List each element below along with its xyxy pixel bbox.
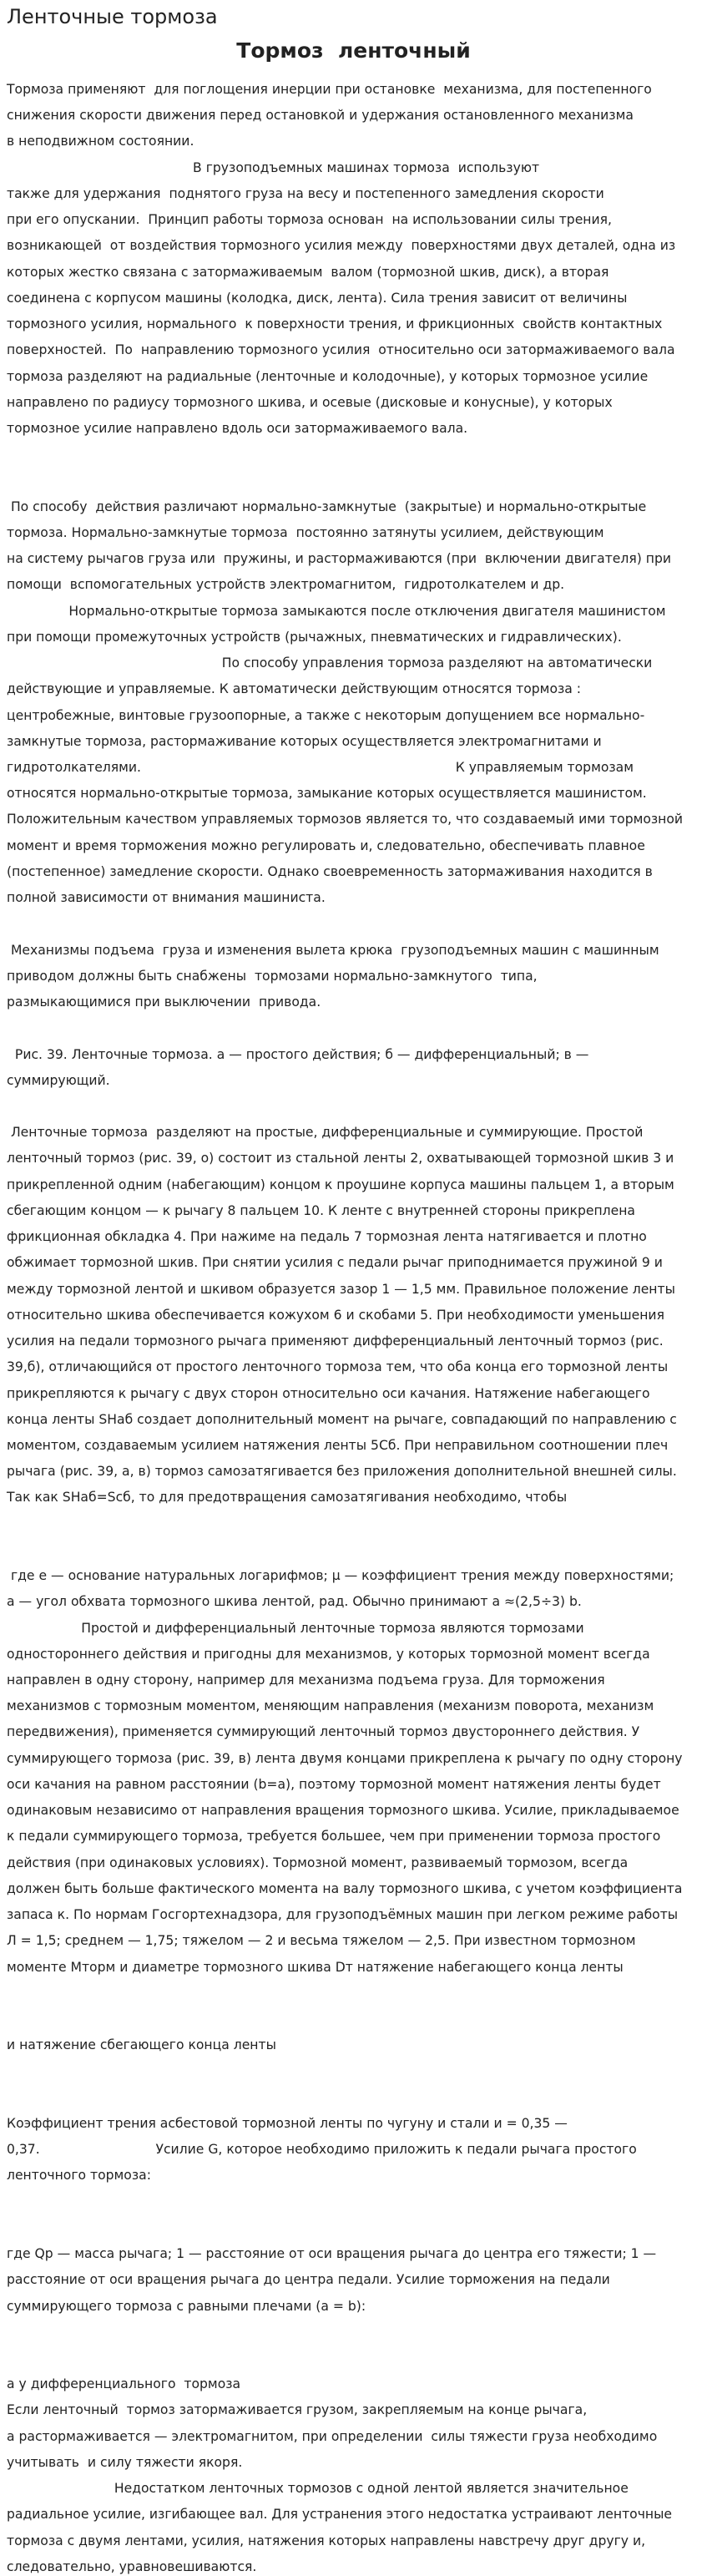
text-line: полной зависимости от внимания машиниста. (7, 890, 326, 906)
text-line: при помощи промежуточных устройств (рычажных, пневматических и гидравлических). (7, 629, 622, 645)
text-line: тормоза. Нормально-замкнутые тормоза постоянно затянуты усилием, действующим (7, 524, 604, 540)
text-line: соединена с корпусом машины (колодка, диск, лента). Сила трения зависит от величины (7, 290, 628, 306)
text-line: Коэффициент трения асбестовой тормозной ленты по чугуну и стали и = 0,35 — (7, 2115, 568, 2131)
text-line: суммирующий. (7, 1072, 110, 1088)
text-line: где Qp — масса рычага; 1 — расстояние от оси вращения рычага до центра его тяжести; 1 — (7, 2246, 657, 2262)
text-line: сбегающим концом — к рычагу 8 пальцем 10. К ленте с внутренней стороны прикреплена (7, 1202, 635, 1218)
text-line: суммирующего тормоза с равными плечами (а = b): (7, 2298, 366, 2314)
text-line: 39,б), отличающийся от простого ленточного тормоза тем, что оба конца его тормозной ленты (7, 1359, 669, 1375)
text-line: Если ленточный тормоз затормаживается грузом, закрепляемым на конце рычага, (7, 2402, 588, 2418)
text-line: относительно шкива обеспечивается кожухом 6 и скобами 5. При необходимости уменьшения (7, 1307, 664, 1323)
text-line: моменте Мторм и диаметре тормозного шкива Dт натяжение набегающего конца ленты (7, 1959, 624, 1975)
text-line: направлен в одну сторону, например для механизма подъема груза. Для торможения (7, 1673, 605, 1688)
text-line: где е — основание натуральных логарифмов; μ — коэффициент трения между поверхностями; (7, 1568, 674, 1584)
text-line: тормозного усилия, нормального к поверхности трения, и фрикционных свойств контактных (7, 316, 663, 332)
text-line: 0,37. Усилие G, которое необходимо приложить к педали рычага простого (7, 2142, 637, 2158)
text-line: к педали суммирующего тормоза, требуется большее, чем при применении тормоза простого (7, 1829, 661, 1845)
text-line: усилия на педали тормозного рычага применяют дифференциальный ленточный тормоз (рис. (7, 1334, 664, 1349)
text-line: тормозное усилие направлено вдоль оси затормаживаемого вала. (7, 420, 468, 436)
text-line: которых жестко связана с затормаживаемым валом (тормозной шкив, диск), а вторая (7, 264, 609, 280)
text-line: ленточный тормоз (рис. 39, о) состоит из стальной ленты 2, охватывающей тормозной шкив 3 и (7, 1151, 674, 1167)
text-line: между тормозной лентой и шкивом образуется зазор 1 — 1,5 мм. Правильное положение ленты (7, 1281, 675, 1297)
text-line: следовательно, уравновешиваются. (7, 2558, 257, 2574)
text-line: Механизмы подъема груза и изменения вылета крюка грузоподъемных машин с машинным (7, 942, 659, 958)
text-line: при его опускании. Принцип работы тормоза основан на использовании силы трения, (7, 212, 612, 228)
text-line: должен быть больше фактического момента на валу тормозного шкива, с учетом коэффициента (7, 1880, 683, 1896)
text-line: учитывать и силу тяжести якоря. (7, 2454, 243, 2470)
text-line: центробежные, винтовые грузоопорные, а также с некоторым допущением все нормально- (7, 707, 645, 723)
text-line: тормоза разделяют на радиальные (ленточные и колодочные), у которых тормозное усилие (7, 368, 649, 384)
text-line: Рис. 39. Ленточные тормоза. а — простого действия; б — дифференциальный; в — (7, 1046, 589, 1062)
text-line: рычага (рис. 39, а, в) тормоз самозатягивается без приложения дополнительной внешней силы. (7, 1464, 677, 1480)
text-line: одинаковым независимо от направления вращения тормозного шкива. Усилие, прикладываемое (7, 1803, 679, 1819)
text-line: Тормоза применяют для поглощения инерции при остановке механизма, для постепенного (7, 82, 652, 97)
text-line: запаса к. По нормам Госгортехнадзора, для грузоподъёмных машин при легком режиме работы (7, 1907, 679, 1923)
text-line: Недостатком ленточных тормозов с одной лентой является значительное (7, 2481, 629, 2497)
text-line: ленточного тормоза: (7, 2168, 151, 2184)
text-line: Ленточные тормоза разделяют на простые, дифференциальные и суммирующие. Простой (7, 1125, 644, 1141)
text-line: прикрепленной одним (набегающим) концом к проушине корпуса машины пальцем 1, а вторым (7, 1177, 674, 1192)
text-line: Простой и дифференциальный ленточные тормоза являются тормозами (7, 1620, 584, 1636)
text-line: одностороннего действия и пригодны для механизмов, у которых тормозной момент всегда (7, 1646, 650, 1662)
text-line: Л = 1,5; среднем — 1,75; тяжелом — 2 и весьма тяжелом — 2,5. При известном тормозном (7, 1933, 636, 1949)
text-line: а у дифференциального тормоза (7, 2376, 241, 2392)
text-line: на систему рычагов груза или пружины, и растормаживаются (при включении двигателя) при (7, 551, 671, 567)
page-title: Ленточные тормоза (7, 5, 218, 28)
text-line: механизмов с тормозным моментом, меняющим направления (механизм поворота, механизм (7, 1698, 654, 1714)
text-line: приводом должны быть снабжены тормозами нормально-замкнутого типа, (7, 968, 538, 984)
text-line: помощи вспомогательных устройств электромагнитом, гидротолкателем и др. (7, 577, 565, 593)
text-line: прикрепляются к рычагу с двух сторон относительно оси качания. Натяжение набегающего (7, 1385, 650, 1401)
text-line: Нормально-открытые тормоза замыкаются после отключения двигателя машинистом (7, 603, 666, 619)
text-line: возникающей от воздействия тормозного усилия между поверхностями двух деталей, одна из (7, 238, 676, 254)
text-line: гидротолкателями. К управляемым тормозам (7, 759, 634, 775)
text-line: также для удержания поднятого груза на весу и постепенного замедления скорости (7, 185, 604, 201)
text-line: По способу действия различают нормально-замкнутые (закрытые) и нормально-открытые (7, 498, 647, 514)
text-line: радиальное усилие, изгибающее вал. Для устранения этого недостатка устраивают ленточные (7, 2507, 673, 2523)
text-line: замкнутые тормоза, растормаживание которых осуществляется электромагнитами и (7, 733, 602, 749)
text-line: (постепенное) замедление скорости. Однако своевременность затормаживания находится в (7, 863, 653, 879)
text-line: тормоза с двумя лентами, усилия, натяжения которых направлены навстречу друг другу и, (7, 2533, 646, 2548)
text-line: снижения скорости движения перед остановкой и удержания остановленного механизма (7, 108, 634, 124)
text-line: относятся нормально-открытые тормоза, замыкание которых осуществляется машинистом. (7, 786, 647, 802)
text-line: оси качания на равном расстоянии (b=a), поэтому тормозной момент натяжения ленты будет (7, 1776, 661, 1792)
text-line: поверхностей. По направлению тормозного усилия относительно оси затормаживаемого вала (7, 342, 675, 358)
text-line: суммирующего тормоза (рис. 39, в) лента двумя концами прикреплена к рычагу по одну сторону (7, 1750, 683, 1766)
text-line: В грузоподъемных машинах тормоза используют (7, 159, 540, 175)
text-line: момент и время торможения можно регулировать и, следовательно, обеспечивать плавное (7, 838, 645, 853)
text-line: направлено по радиусу тормозного шкива, и осевые (дисковые и конусные), у которых (7, 394, 613, 410)
text-line: в неподвижном состоянии. (7, 134, 194, 149)
text-line: передвижения), применяется суммирующий ленточный тормоз двустороннего действия. У (7, 1724, 640, 1740)
text-line: размыкающимися при выключении привода. (7, 994, 321, 1010)
text-line: Положительным качеством управляемых тормозов является то, что создаваемый ими тормозной (7, 812, 684, 827)
text-line: а растормаживается — электромагнитом, при определении силы тяжести груза необходимо (7, 2428, 658, 2444)
text-line: фрикционная обкладка 4. При нажиме на педаль 7 тормозная лента натягивается и плотно (7, 1229, 647, 1245)
text-line: а — угол обхвата тормозного шкива лентой, рад. Обычно принимают а ≈(2,5÷3) b. (7, 1594, 582, 1610)
text-line: и натяжение сбегающего конца ленты (7, 2037, 276, 2053)
text-line: По способу управления тормоза разделяют на автоматически (7, 655, 653, 671)
text-line: конца ленты SНаб создает дополнительный момент на рычаге, совпадающий по направлению с (7, 1411, 677, 1427)
text-line: действия (при одинаковых условиях). Тормозной момент, развиваемый тормозом, всегда (7, 1855, 629, 1870)
text-line: действующие и управляемые. К автоматически действующим относятся тормоза : (7, 681, 582, 697)
article-title: Тормоз ленточный (236, 38, 471, 63)
text-line: Так как SНаб=Sсб, то для предотвращения самозатягивания необходимо, чтобы (7, 1490, 568, 1506)
text-line: обжимает тормозной шкив. При снятии усилия с педали рычаг приподнимается пружиной 9 и (7, 1255, 663, 1271)
text-line: моментом, создаваемым усилием натяжения ленты 5Сб. При неправильном соотношении плеч (7, 1437, 669, 1453)
text-line: расстояние от оси вращения рычага до центра педали. Усилие торможения на педали (7, 2272, 610, 2288)
